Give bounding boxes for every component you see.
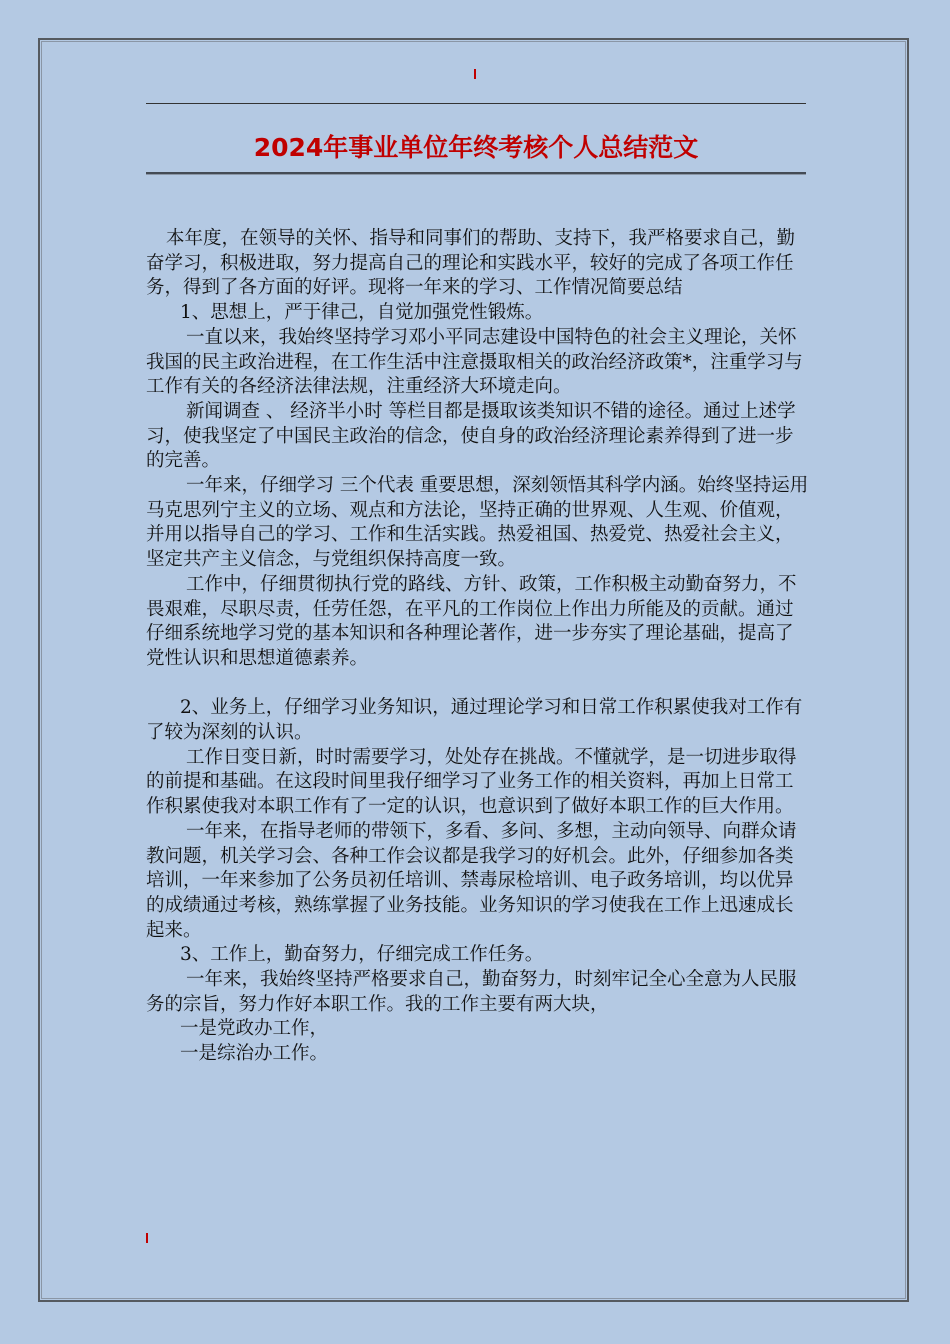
paragraph: 工作中，仔细贯彻执行党的路线、方针、政策，工作积极主动勤奋努力，不畏艰难，尽职尽责，任劳任怨，在平凡的工作岗位上作出力所能及的贡献。通过仔细系统地学习党的基本知识和各种理论著作，进一步夯实了理论基础，提高了党性认识和思想道德素养。 bbox=[146, 573, 797, 669]
header-rule bbox=[146, 103, 806, 104]
paragraph-intro: 本年度，在领导的关怀、指导和同事们的帮助、支持下，我严格要求自己，勤奋学习，积极进取，努力提高自己的理论和实践水平，较好的完成了各项工作任务，得到了各方面的好评。现将一年来的学习、工作情况简要总结 bbox=[146, 228, 796, 299]
paragraph: 一年来，我始终坚持严格要求自己，勤奋努力，时刻牢记全心全意为人民服务的宗旨，努力作好本职工作。我的工作主要有两大块， bbox=[146, 969, 797, 1015]
paragraph: 一直以来，我始终坚持学习邓小平同志建设中国特色的社会主义理论，关怀我国的民主政治进程，在工作生活中注意摄取相关的政治经济政策*，注重学习与工作有关的各经济法律法规，注重经济大环境走向。 bbox=[146, 326, 803, 398]
header-cursor-mark bbox=[474, 69, 476, 79]
section-heading-1: 1、思想上，严于律己，自觉加强党性锻炼。 bbox=[180, 302, 544, 324]
section-heading-3: 3、工作上，勤奋努力，仔细完成工作任务。 bbox=[180, 944, 544, 966]
list-item: 一是综治办工作。 bbox=[180, 1043, 329, 1065]
list-item: 一是党政办工作， bbox=[180, 1018, 329, 1040]
document-body bbox=[146, 227, 811, 1067]
paragraph: 一年来，在指导老师的带领下，多看、多问、多想，主动向领导、向群众请教问题，机关学习会、各种工作会议都是我学习的好机会。此外，仔细参加各类培训，一年来参加了公务员初任培训、禁毒尿检培训、电子政务培训，均以优异的成绩通过考核，熟练掌握了业务技能。业务知识的学习使我在工作上迅速成长起来。 bbox=[146, 820, 797, 941]
title-underline bbox=[146, 172, 806, 174]
paragraph: 一年来，仔细学习 三个代表 重要思想，深刻领悟其科学内涵。始终坚持运用马克思列宁主义的立场、观点和方法论，坚持正确的世界观、人生观、价值观，并用以指导自己的学习、工作和生活实践。热爱祖国、热爱党、热爱社会主义，坚定共产主义信念，与党组织保持高度一致。 bbox=[146, 475, 809, 571]
section-heading-2: 2、业务上，仔细学习业务知识，通过理论学习和日常工作积累使我对工作有了较为深刻的认识。 bbox=[146, 697, 803, 744]
paragraph: 工作日变日新，时时需要学习，处处存在挑战。不懂就学，是一切进步取得的前提和基础。在这段时间里我仔细学习了业务工作的相关资料，再加上日常工作积累使我对本职工作有了一定的认识，也意识到了做好本职工作的巨大作用。 bbox=[146, 746, 797, 818]
paragraph-spacer bbox=[146, 672, 811, 697]
document-title: 2024年事业单位年终考核个人总结范文 bbox=[253, 133, 699, 162]
paragraph: 新闻调查 、 经济半小时 等栏目都是摄取该类知识不错的途径。通过上述学习，使我坚定了中国民主政治的信念，使自身的政治经济理论素养得到了进一步的完善。 bbox=[146, 400, 796, 472]
footer-cursor-mark bbox=[146, 1233, 148, 1243]
